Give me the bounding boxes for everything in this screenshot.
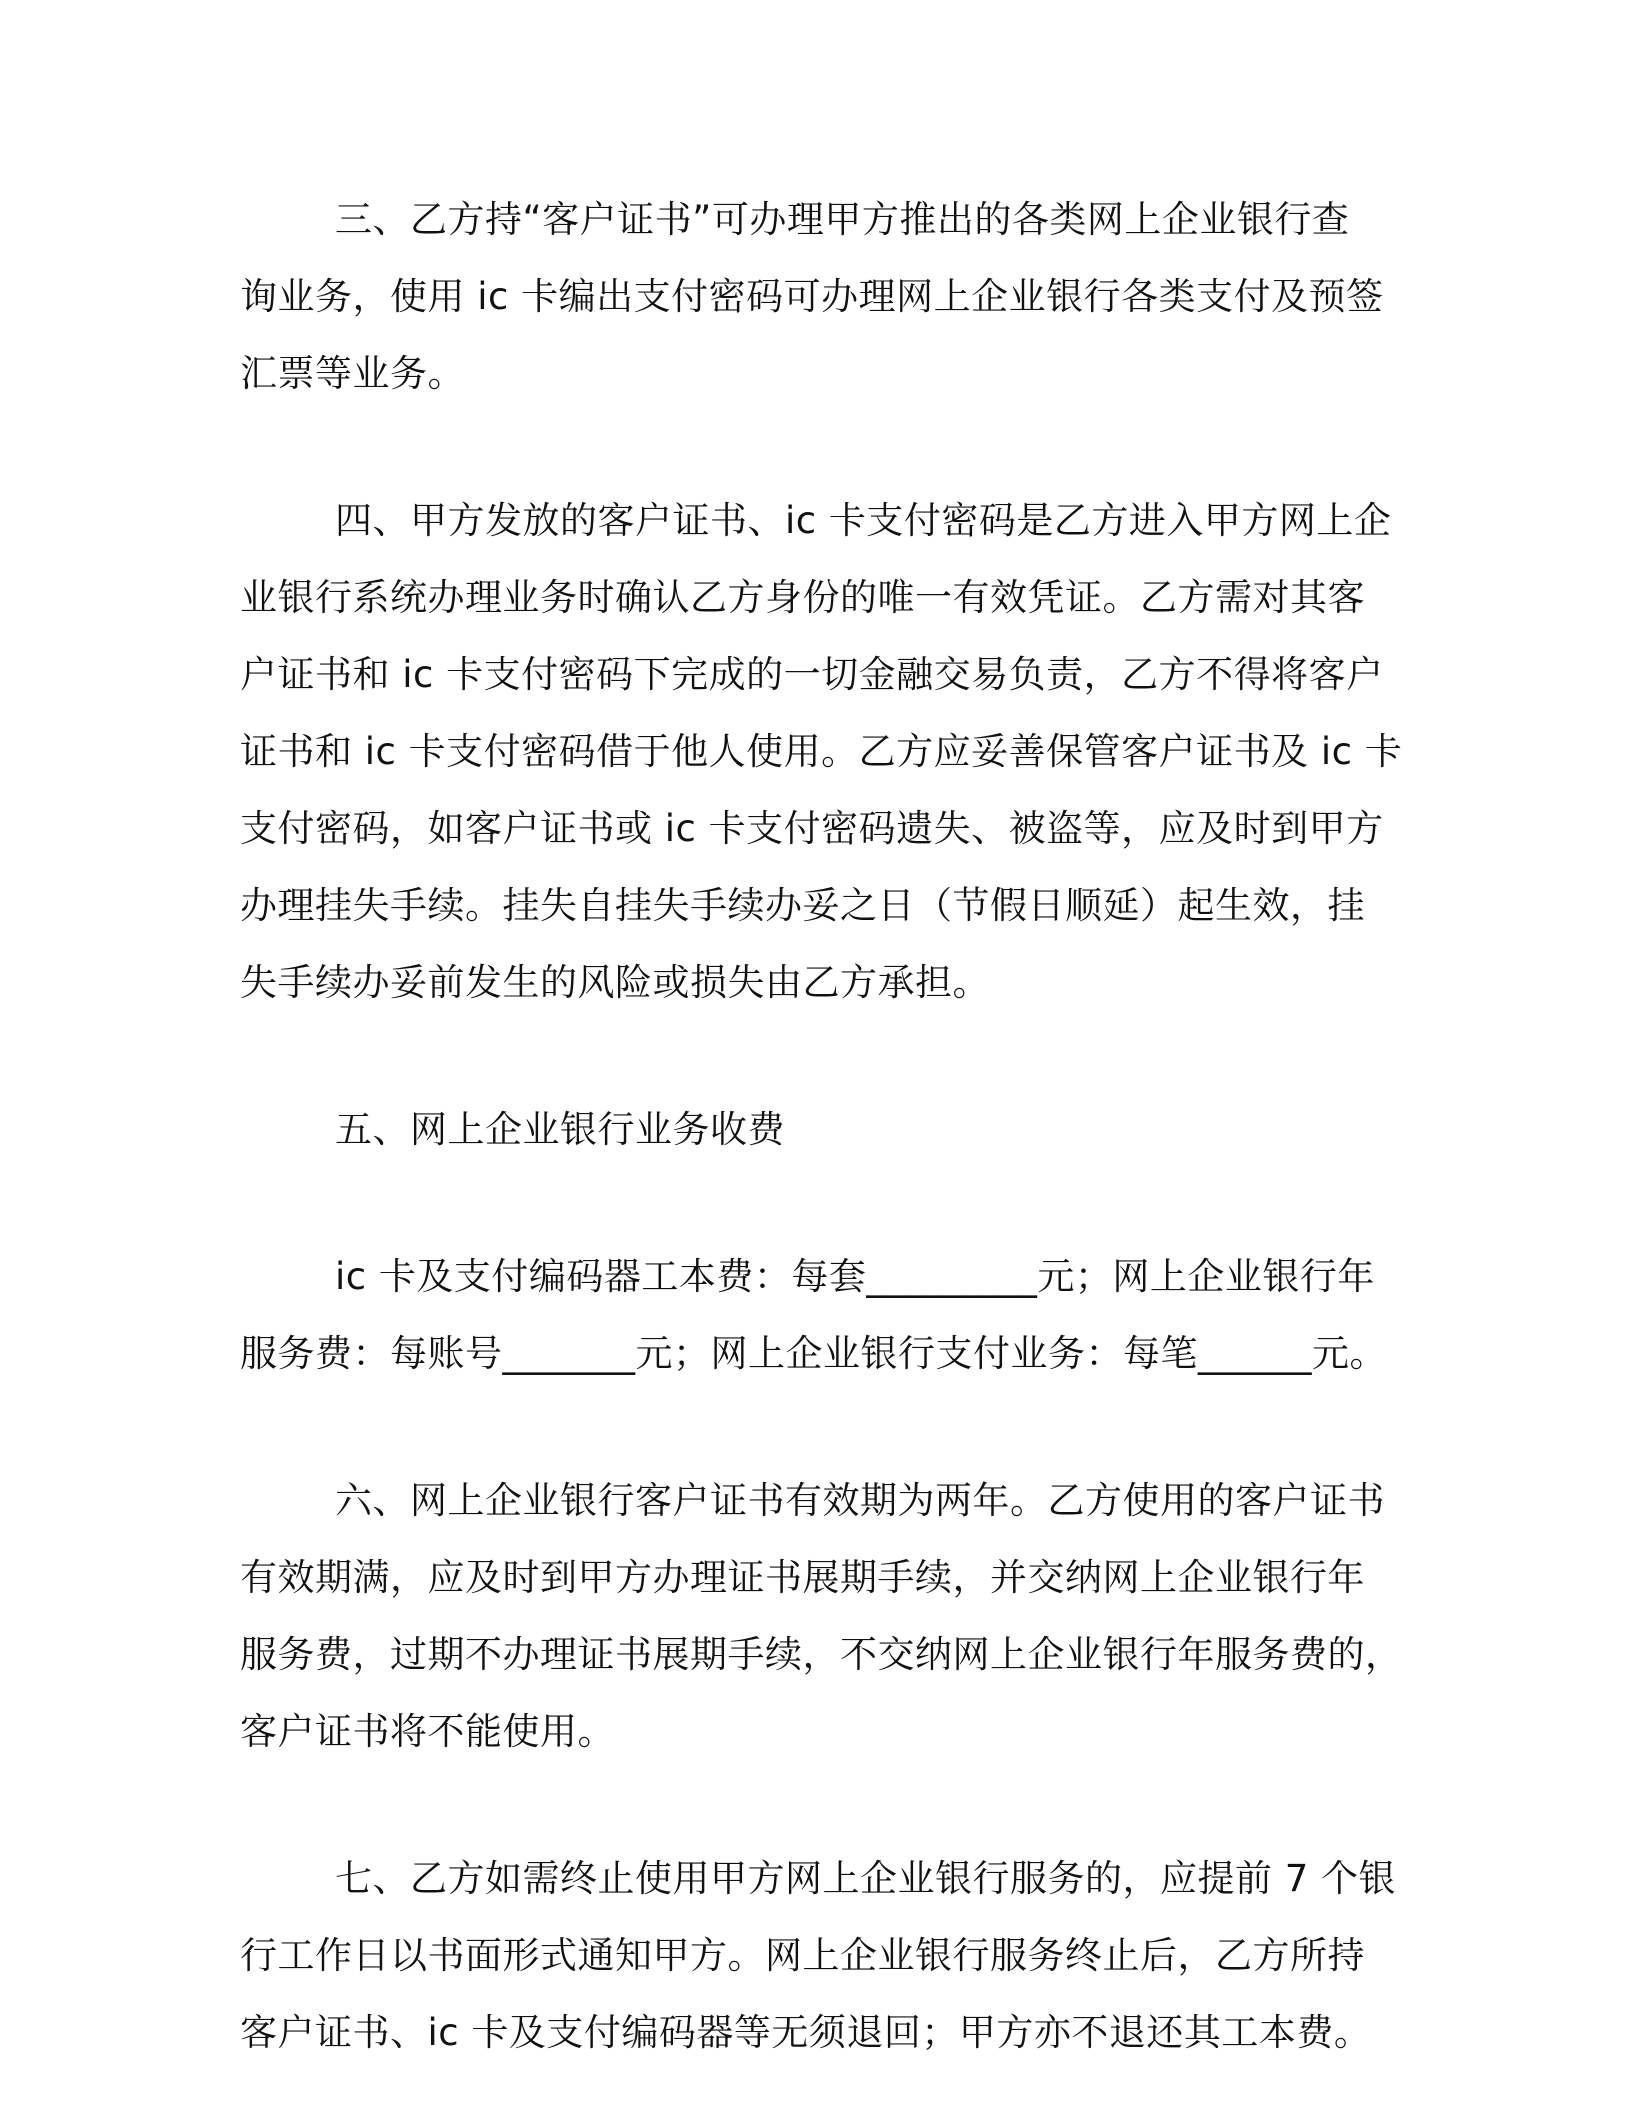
- paragraph-spacer: [240, 1770, 1390, 1840]
- paragraph-spacer: [240, 1392, 1390, 1462]
- paragraph-spacer: [240, 1021, 1390, 1091]
- clause-5-fees-paragraph: [240, 1238, 1390, 1392]
- paragraph-line: 服务费：每账号_______元；网上企业银行支付业务：每笔______元。: [240, 1332, 1387, 1375]
- paragraph-line: 业银行系统办理业务时确认乙方身份的唯一有效凭证。乙方需对其客: [240, 576, 1365, 619]
- paragraph-line: 服务费，过期不办理证书展期手续，不交纳网上企业银行年服务费的，: [240, 1633, 1403, 1676]
- paragraph-line: 五、网上企业银行业务收费: [335, 1108, 785, 1151]
- document-body: [240, 181, 1403, 2071]
- paragraph-line: 汇票等业务。: [240, 352, 465, 395]
- paragraph-spacer: [240, 412, 1390, 482]
- paragraph-line: 有效期满，应及时到甲方办理证书展期手续，并交纳网上企业银行年: [240, 1556, 1365, 1599]
- paragraph-line: 询业务，使用 ic 卡编出支付密码可办理网上企业银行各类支付及预签: [240, 275, 1384, 318]
- paragraph-line: 行工作日以书面形式通知甲方。网上企业银行服务终止后，乙方所持: [240, 1934, 1365, 1977]
- paragraph-line: 证书和 ic 卡支付密码借于他人使用。乙方应妥善保管客户证书及 ic 卡: [240, 730, 1403, 773]
- clause-3-paragraph: [240, 181, 1390, 412]
- clause-7-paragraph: [240, 1840, 1397, 2071]
- paragraph-line: 四、甲方发放的客户证书、ic 卡支付密码是乙方进入甲方网上企: [335, 499, 1392, 542]
- paragraph-line: 失手续办妥前发生的风险或损失由乙方承担。: [240, 961, 990, 1004]
- paragraph-line: 七、乙方如需终止使用甲方网上企业银行服务的，应提前 7 个银: [335, 1857, 1397, 1900]
- paragraph-line: 户证书和 ic 卡支付密码下完成的一切金融交易负责，乙方不得将客户: [240, 653, 1384, 696]
- paragraph-line: 六、网上企业银行客户证书有效期为两年。乙方使用的客户证书: [335, 1479, 1385, 1522]
- paragraph-line: 客户证书、ic 卡及支付编码器等无须退回；甲方亦不退还其工本费。: [240, 2011, 1372, 2054]
- paragraph-spacer: [240, 1168, 1390, 1238]
- clause-6-paragraph: [240, 1462, 1403, 1770]
- paragraph-line: 客户证书将不能使用。: [240, 1710, 615, 1753]
- paragraph-line: 支付密码，如客户证书或 ic 卡支付密码遗失、被盗等，应及时到甲方: [240, 807, 1384, 850]
- clause-4-paragraph: [240, 482, 1403, 1021]
- paragraph-line: ic 卡及支付编码器工本费：每套_________元；网上企业银行年: [335, 1255, 1375, 1298]
- paragraph-line: 办理挂失手续。挂失自挂失手续办妥之日（节假日顺延）起生效，挂: [240, 884, 1365, 927]
- clause-5-heading: [240, 1091, 1390, 1168]
- paragraph-line: 三、乙方持“客户证书”可办理甲方推出的各类网上企业银行查: [335, 198, 1350, 241]
